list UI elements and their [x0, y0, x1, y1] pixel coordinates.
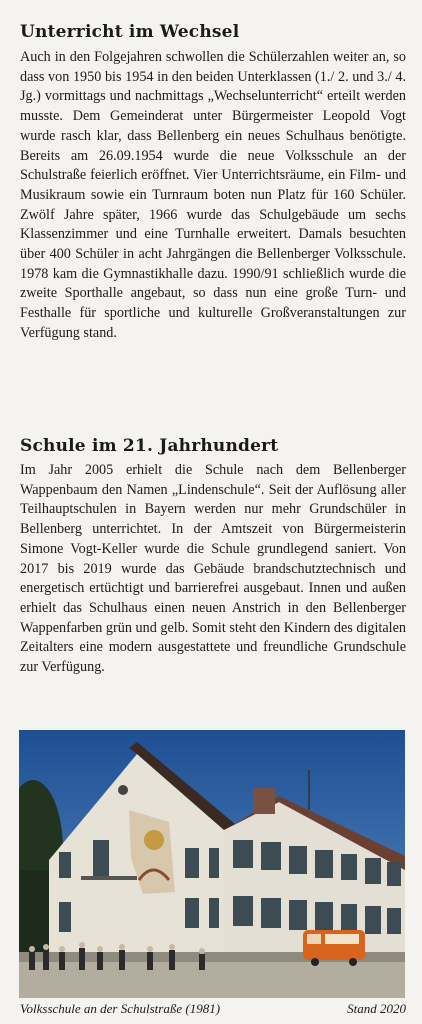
section-paragraph-unterricht: Auch in den Folgejahren schwollen die Schülerzahlen weiter an, so dass von 1950 bis 1954 in den beiden Unterklassen (1./ 2. und 3./ 4. Jg.) vormittags und nachmittags „Wechselunterricht“ erteilt werden musste. Dem Gemeinderat unter Bürgermeister Leopold Vogt wurde rasch klar, dass Bellenberg ein neues Schulhaus benötigte. Bereits am 26.09.1954 wurde die neue Volksschule an der Schulstraße feierlich eröffnet. Vier Unterrichtsräume, ein Film- und Musikraum sowie ein Turnraum boten nun Platz für 160 Schüler. Zwölf Jahre später, 1966 wurde das Schulgebäude um sechs Klassenzimmer und eine Turnhalle erweitert. Damals besuchten über 400 Schüler in acht Jahrgängen die Bellenberger Volksschule. 1978 kam die Gymnastikhalle dazu. 1990/91 schließlich wurde die zweite Sporthalle angebaut, so dass nun eine große Turn- und Festhalle für sportliche und kulturelle Großveranstaltungen zur Verfügung stand. — [20, 49, 406, 341]
photo-credit: Stand 2020 — [347, 1001, 406, 1016]
section-heading-unterricht: Unterricht im Wechsel — [20, 22, 240, 42]
photo-caption-row — [20, 1001, 406, 1017]
school-photo — [19, 730, 405, 998]
section-paragraph-21-jahrhundert: Im Jahr 2005 erhielt die Schule nach dem Bellenberger Wappenbaum den Namen „Lindenschule“. Seit der Auflösung aller Teilhauptschulen in Bayern werden nur mehr Grundschüler in Bellenberg unterrichtet. In der Amtszeit von Bürgermeisterin Simone Vogt-Keller wurde die Schule grundlegend saniert. Von 2017 bis 2019 wurde das Gebäude brandschutztechnisch und energetisch ertüchtigt und barrierefrei ausgebaut. Innen und außen erhielt das Schulhaus einen neuen Anstrich in den Bellenberger Wappenfarben grün und gelb. Somit steht den Kindern des digitalen Zeitalters eine modern ausgestattete und freundliche Grundschule zur Verfügung. — [20, 462, 406, 676]
photo-caption: Volksschule an der Schulstraße (1981) — [20, 1001, 221, 1016]
section-heading-21-jahrhundert: Schule im 21. Jahrhundert — [20, 436, 279, 456]
